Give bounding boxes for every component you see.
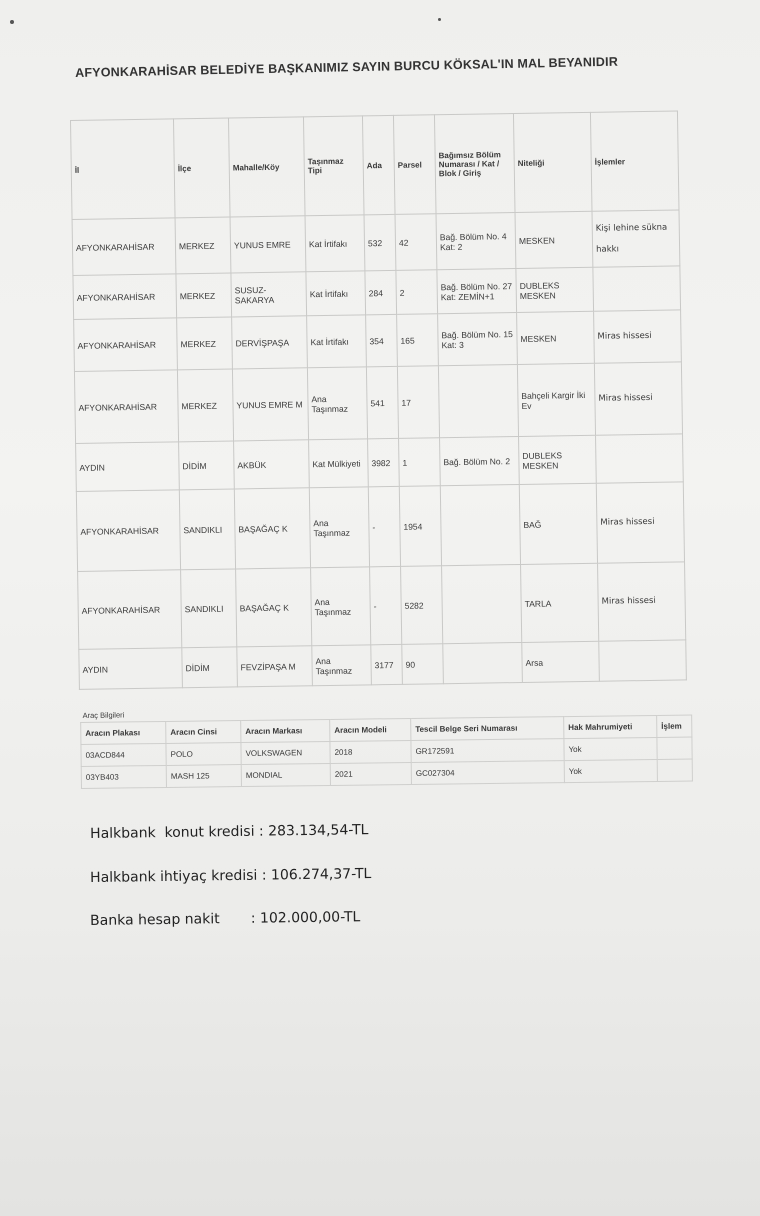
cell-ada: 541 — [366, 366, 398, 438]
cell-ada: 3177 — [371, 644, 403, 684]
cell-ada: 354 — [366, 314, 398, 366]
cell-islem — [657, 759, 692, 781]
cell-islem-handwritten — [599, 640, 687, 681]
cell-ilce: MERKEZ — [176, 273, 232, 318]
cell-nitelik: Arsa — [522, 641, 600, 682]
ihtiyac-kredisi-line: Halkbank ihtiyaç kredisi : 106.274,37-TL — [90, 866, 372, 886]
header-parsel: Parsel — [393, 115, 436, 215]
cell-plaka: 03ACD844 — [81, 743, 166, 766]
cell-marka: MONDIAL — [241, 763, 330, 786]
cell-mahalle: YUNUS EMRE M — [232, 368, 308, 441]
header-marka: Aracın Markası — [241, 719, 330, 742]
cell-il: AYDIN — [79, 648, 183, 690]
property-row — [76, 482, 684, 572]
cell-ilce: DİDİM — [182, 647, 238, 688]
vehicle-table — [80, 701, 693, 789]
property-row — [79, 640, 687, 690]
cell-nitelik: BAĞ — [519, 483, 597, 564]
header-niteligi: Niteliği — [513, 112, 592, 212]
cell-il: AFYONKARAHİSAR — [78, 570, 182, 650]
cell-ada: - — [370, 566, 402, 644]
cell-hak-mahrumiyeti: Yok — [564, 759, 657, 782]
header-seri-no: Tescil Belge Seri Numarası — [411, 717, 564, 741]
cell-tip: Ana Taşınmaz — [311, 567, 371, 646]
cell-nitelik: DUBLEKS MESKEN — [519, 435, 597, 484]
header-bagimsiz-bolum: Bağımsız Bölüm Numarası / Kat / Blok / Giriş — [434, 114, 515, 214]
cell-islem-handwritten: Miras hissesi — [594, 310, 682, 363]
cell-mahalle: SUSUZ-SAKARYA — [231, 272, 307, 317]
cell-bolum — [443, 642, 523, 683]
cell-marka: VOLKSWAGEN — [241, 741, 330, 764]
cell-tip: Ana Taşınmaz — [312, 645, 372, 686]
header-ada: Ada — [362, 115, 395, 214]
cell-il: AFYONKARAHİSAR — [74, 318, 178, 372]
cell-islem-handwritten: Miras hissesi — [598, 562, 686, 641]
cell-ada: 284 — [365, 270, 397, 314]
cell-ada: 532 — [364, 214, 396, 270]
cell-islem-handwritten: Miras hissesi — [594, 362, 682, 435]
document-title: AFYONKARAHİSAR BELEDİYE BAŞKANIMIZ SAYIN BURCU KÖKSAL'IN MAL BEYANIDIR — [75, 54, 619, 80]
cell-parsel: 17 — [397, 366, 439, 439]
property-row — [74, 362, 682, 444]
cell-ada: 3982 — [368, 438, 400, 486]
property-row — [74, 310, 682, 372]
cell-mahalle: AKBÜK — [234, 440, 310, 489]
cell-model: 2018 — [330, 740, 411, 763]
cell-ilce: SANDIKLI — [181, 569, 237, 648]
cell-tip: Kat İrtifakı — [307, 315, 367, 368]
cell-nitelik: DUBLEKS MESKEN — [516, 267, 594, 312]
konut-kredisi-line: Halkbank konut kredisi : 283.134,54-TL — [90, 822, 369, 842]
cell-parsel: 2 — [396, 270, 438, 315]
cell-parsel: 5282 — [401, 566, 443, 645]
cell-islem-handwritten: Miras hissesi — [596, 482, 684, 563]
cell-bolum: Bağ. Bölüm No. 4 Kat: 2 — [436, 213, 516, 270]
cell-nitelik: MESKEN — [515, 211, 593, 268]
cell-mahalle: FEVZİPAŞA M — [237, 646, 313, 687]
paper-speck — [438, 18, 441, 21]
cell-bolum: Bağ. Bölüm No. 15 Kat: 3 — [438, 313, 518, 366]
header-cins: Aracın Cinsi — [166, 721, 241, 744]
cell-nitelik: Bahçeli Kargir İki Ev — [517, 363, 595, 436]
cell-islem — [657, 737, 692, 759]
cell-islem-handwritten: Kişi lehine sükna hakkı — [592, 210, 680, 267]
cell-parsel: 165 — [397, 314, 439, 367]
cell-ada: - — [368, 486, 400, 566]
cell-seri-no: GR172591 — [411, 739, 564, 763]
cell-il: AFYONKARAHİSAR — [76, 490, 180, 572]
cell-cins: MASH 125 — [166, 765, 241, 788]
cell-ilce: SANDIKLI — [179, 489, 235, 570]
property-row — [78, 562, 686, 650]
cell-tip: Kat İrtifakı — [305, 215, 365, 272]
cell-il: AYDIN — [76, 442, 180, 492]
header-hak-mahrumiyeti: Hak Mahrumiyeti — [564, 715, 657, 738]
header-ilce: İlçe — [173, 118, 230, 218]
header-islem: İşlem — [657, 715, 692, 737]
vehicle-caption: Araç Bilgileri — [82, 709, 125, 720]
cell-hak-mahrumiyeti: Yok — [564, 737, 657, 760]
cell-bolum — [438, 365, 518, 438]
cell-mahalle: YUNUS EMRE — [230, 216, 306, 273]
cell-bolum: Bağ. Bölüm No. 27 Kat: ZEMİN+1 — [437, 269, 517, 314]
cell-bolum — [442, 564, 522, 643]
cell-mahalle: DERVİŞPAŞA — [232, 316, 308, 369]
cell-bolum — [440, 484, 520, 565]
cell-tip: Kat Mülkiyeti — [309, 439, 369, 488]
cell-parsel: 1954 — [399, 486, 441, 567]
cell-tip: Ana Taşınmaz — [309, 487, 369, 568]
property-header-row — [71, 111, 679, 220]
cell-bolum: Bağ. Bölüm No. 2 — [440, 436, 520, 485]
cell-seri-no: GC027304 — [411, 761, 564, 785]
cell-il: AFYONKARAHİSAR — [73, 274, 177, 320]
cell-parsel: 1 — [399, 438, 441, 487]
cell-tip: Ana Taşınmaz — [307, 367, 367, 440]
cell-il: AFYONKARAHİSAR — [72, 218, 176, 276]
header-mahalle: Mahalle/Köy — [228, 117, 305, 217]
cell-nitelik: TARLA — [521, 563, 599, 642]
cell-il: AFYONKARAHİSAR — [74, 370, 178, 444]
header-model: Aracın Modeli — [330, 718, 411, 741]
cell-mahalle: BAŞAĞAÇ K — [236, 568, 312, 647]
cell-ilce: MERKEZ — [175, 217, 231, 274]
cell-nitelik: MESKEN — [517, 311, 595, 364]
cell-ilce: DİDİM — [179, 441, 235, 490]
cell-islem-handwritten — [596, 434, 684, 483]
property-row — [72, 210, 680, 276]
cell-cins: POLO — [166, 743, 241, 766]
cell-ilce: MERKEZ — [177, 317, 233, 370]
cell-parsel: 42 — [395, 214, 437, 271]
cell-parsel: 90 — [402, 644, 444, 685]
property-table — [70, 110, 687, 689]
cell-plaka: 03YB403 — [81, 765, 166, 788]
cell-mahalle: BAŞAĞAÇ K — [234, 488, 310, 569]
header-il: İl — [71, 119, 176, 220]
banka-nakit-line: Banka hesap nakit : 102.000,00-TL — [90, 909, 361, 929]
header-plaka: Aracın Plakası — [81, 721, 166, 744]
header-islemler: İşlemler — [590, 111, 679, 211]
header-tasinmaz-tipi: Taşınmaz Tipi — [303, 116, 364, 216]
paper-speck — [10, 20, 14, 24]
cell-tip: Kat İrtifakı — [306, 271, 366, 316]
cell-islem-handwritten — [593, 266, 681, 311]
cell-model: 2021 — [330, 762, 411, 785]
cell-ilce: MERKEZ — [177, 369, 233, 442]
